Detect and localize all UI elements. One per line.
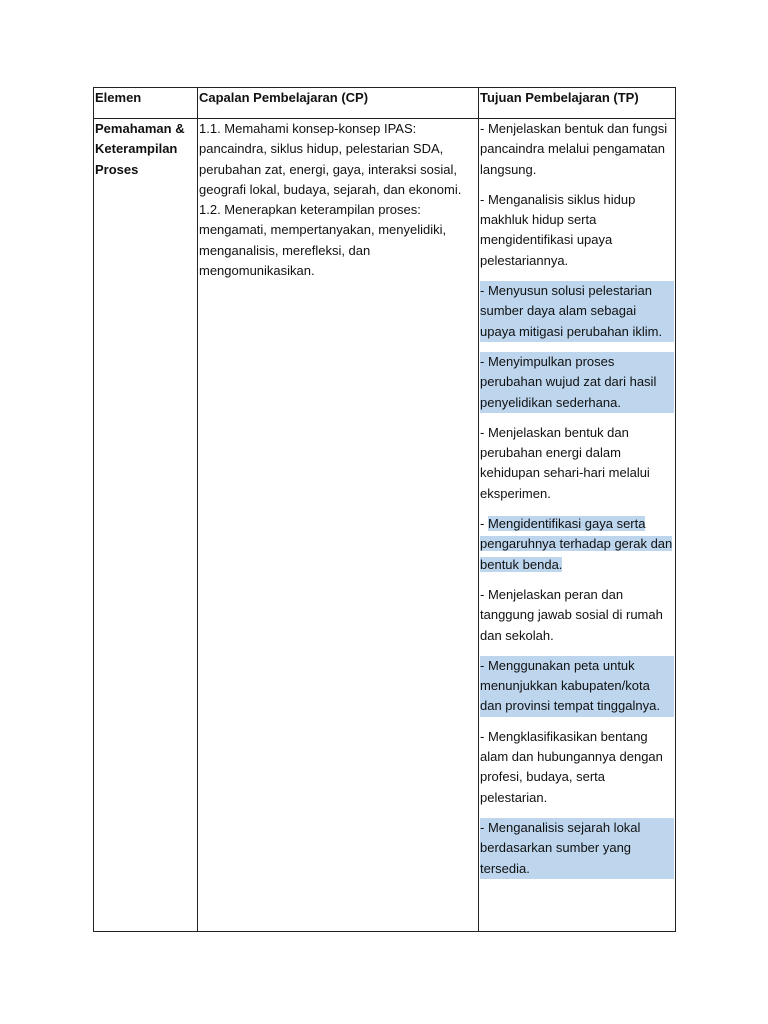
tp-item: - Menyimpulkan proses perubahan wujud zat dari hasil penyelidikan sederhana. xyxy=(480,352,674,413)
tp-item: - Mengklasifikasikan bentang alam dan hubungannya dengan profesi, budaya, serta pelestarian. xyxy=(480,728,663,805)
table-header-row xyxy=(94,88,676,119)
cp-cell xyxy=(198,119,479,932)
tp-item: - Menganalisis siklus hidup makhluk hidup serta mengidentifikasi upaya pelestariannya. xyxy=(480,191,636,268)
tp-item-dash: - xyxy=(480,516,488,532)
elemen-cell: Pemahaman & Keterampilan Proses xyxy=(94,119,198,932)
tp-list xyxy=(480,119,674,879)
table-row xyxy=(94,119,676,932)
cp-text: 1.1. Memahami konsep-konsep IPAS: pancaindra, siklus hidup, pelestarian SDA, perubahan zat, energi, gaya, interaksi sosial, geografi lokal, budaya, sejarah, dan ekonomi. 1.2. Menerapkan keterampilan proses: mengamati, mempertanyakan, menyelidiki, menganalisis, merefleksi, dan mengomunikasikan. xyxy=(199,121,462,279)
tp-item: - Menjelaskan bentuk dan fungsi pancaindra melalui pengamatan langsung. xyxy=(480,121,668,177)
tp-item-highlighted-text: Mengidentifikasi gaya serta pengaruhnya terhadap gerak dan bentuk benda. xyxy=(480,516,673,572)
tp-item: - Menyusun solusi pelestarian sumber daya alam sebagai upaya mitigasi perubahan iklim. xyxy=(480,281,674,342)
learning-outcomes-table xyxy=(93,87,676,932)
tp-item: - Menggunakan peta untuk menunjukkan kabupaten/kota dan provinsi tempat tinggalnya. xyxy=(480,656,674,717)
header-cp: Capalan Pembelajaran (CP) xyxy=(198,88,479,119)
tp-item: - Menjelaskan peran dan tanggung jawab sosial di rumah dan sekolah. xyxy=(480,586,663,643)
tp-item: - Menganalisis sejarah lokal berdasarkan sumber yang tersedia. xyxy=(480,818,674,879)
tp-item: - Menjelaskan bentuk dan perubahan energi dalam kehidupan sehari-hari melalui eksperimen. xyxy=(480,424,650,501)
header-tp: Tujuan Pembelajaran (TP) xyxy=(479,88,676,119)
header-elemen: Elemen xyxy=(94,88,198,119)
tp-cell xyxy=(479,119,676,932)
tp-item xyxy=(480,514,674,575)
